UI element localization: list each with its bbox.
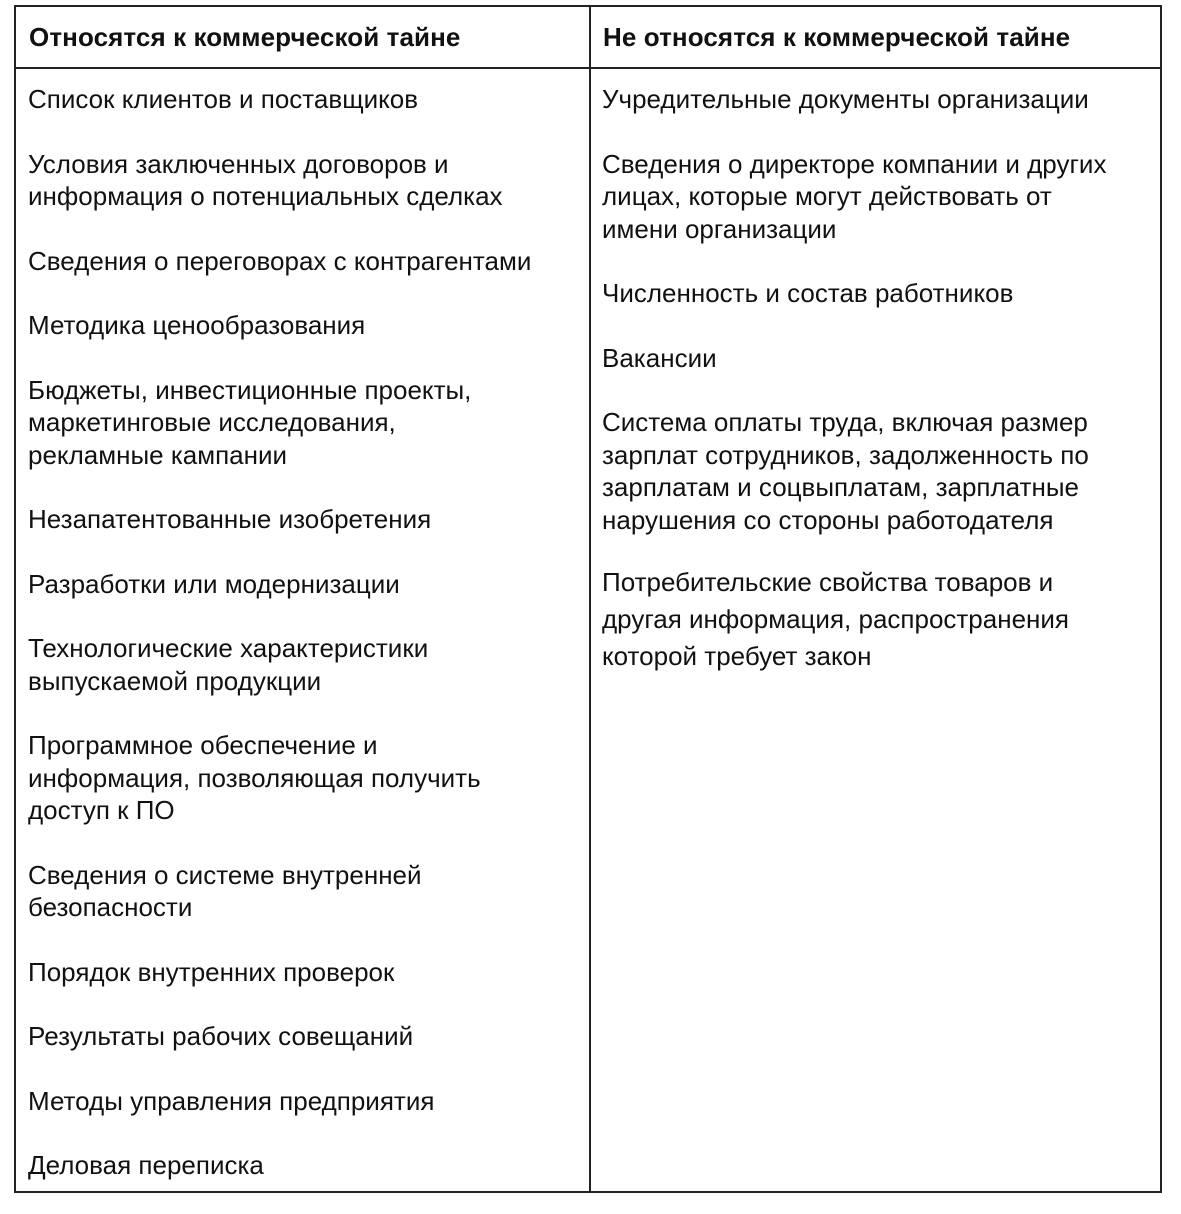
list-item: Система оплаты труда, включая размер зарплат сотрудников, задолженность по зарплатам и соцвыплатам, зарплатные нарушения со стороны работодателя [602,407,1089,535]
list-item: Разработки или модернизации [28,568,400,599]
list-item: Технологические характеристики выпускаемой продукции [28,633,429,696]
header-right: Не относятся к коммерческой тайне [603,21,1071,52]
list-item: Методика ценообразования [28,310,366,340]
list-item: Условия заключенных договоров и информация о потенциальных сделках [28,148,503,211]
column-divider [589,7,591,1191]
list-item: Численность и состав работников [602,278,1014,308]
list-item: Сведения о системе внутренней безопасности [28,859,422,922]
left-column [28,83,588,1214]
list-item: Незапатентованные изобретения [28,504,432,534]
header-divider [16,67,1160,69]
right-column [602,83,1157,707]
list-item: Методы управления предприятия [28,1085,435,1116]
list-item: Список клиентов и поставщиков [28,84,419,114]
comparison-table [14,5,1162,1193]
list-item: Результаты рабочих совещаний [28,1021,414,1051]
list-item: Порядок внутренних проверок [28,956,395,987]
list-item: Потребительские свойства товаров и другая информация, распространения которой требует закон [602,567,1070,671]
list-item: Деловая переписка [28,1150,264,1180]
list-item: Учредительные документы организации [602,84,1089,114]
list-item: Сведения о переговорах с контрагентами [28,245,532,276]
header-left: Относятся к коммерческой тайне [29,21,461,52]
list-item: Программное обеспечение и информация, позволяющая получить доступ к ПО [28,730,481,825]
list-item: Сведения о директоре компании и других лицах, которые могут действовать от имени организации [602,148,1107,244]
list-item: Бюджеты, инвестиционные проекты, маркетинговые исследования, рекламные кампании [28,374,472,470]
list-item: Вакансии [602,342,717,373]
